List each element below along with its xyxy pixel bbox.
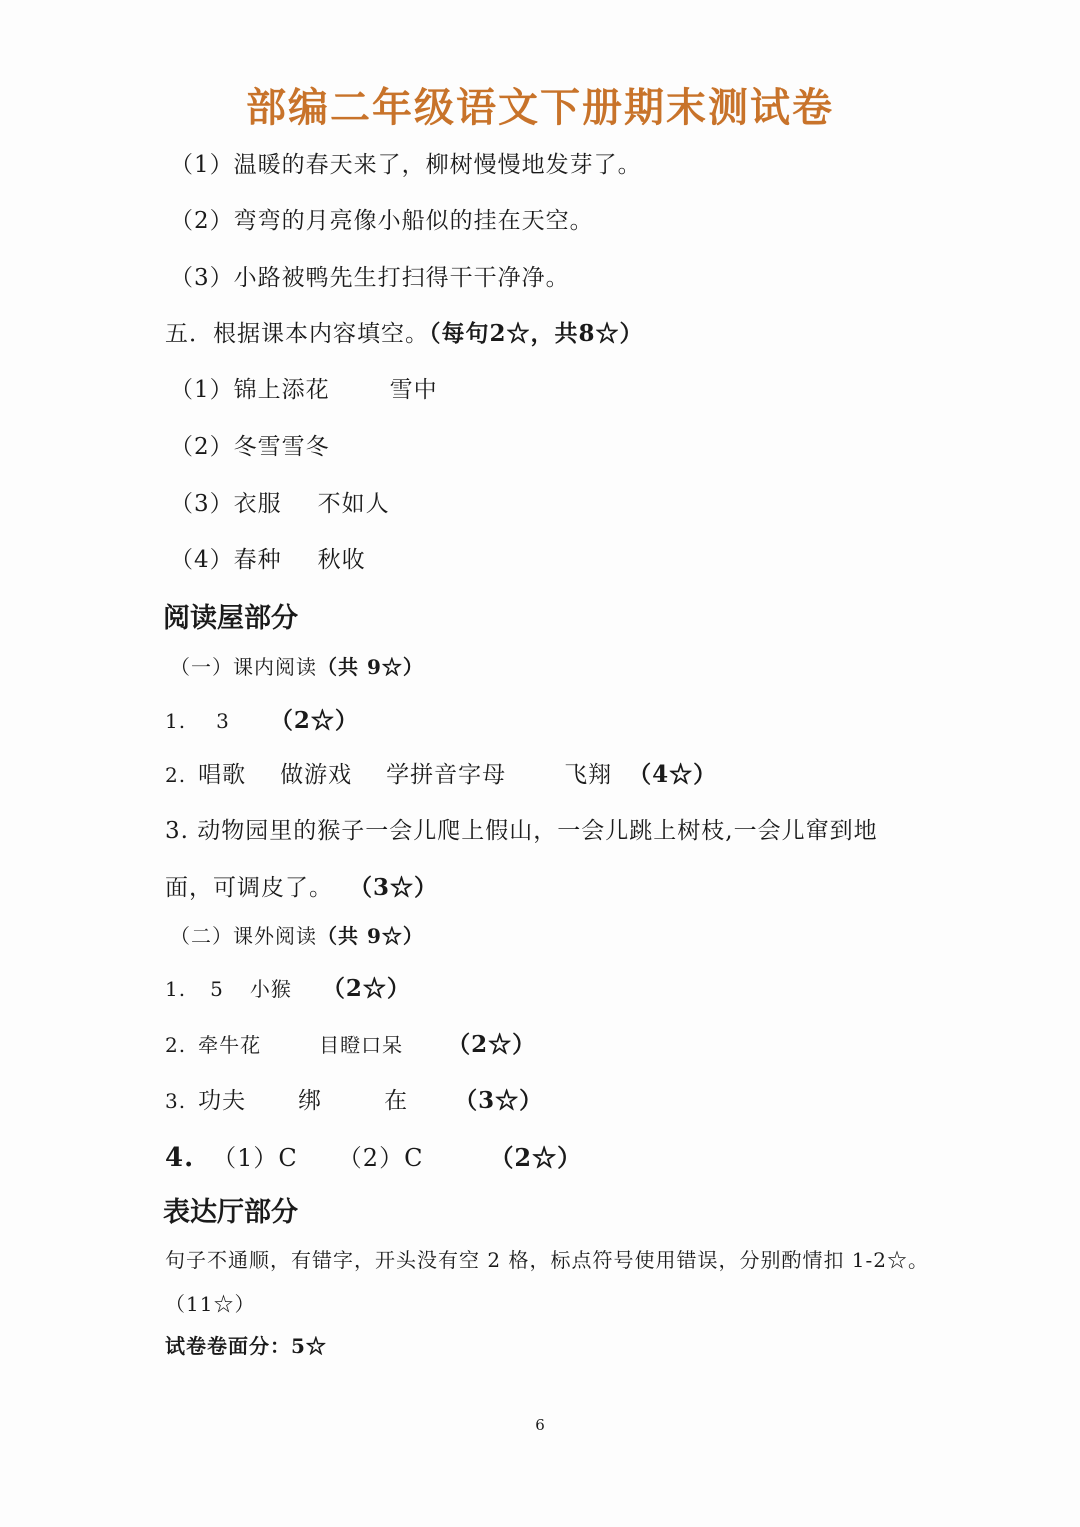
inclass-label: （一）课内阅读 [170, 655, 317, 679]
score: （2☆） [321, 975, 411, 1002]
answer-text: 牵牛花 [198, 1033, 262, 1057]
answer-text: （4）春种 [170, 547, 282, 573]
answer-text: 秋收 [317, 547, 366, 573]
answer-text: （3）衣服 [170, 491, 282, 517]
answer-line [165, 970, 411, 1003]
question-number: 1. [165, 709, 187, 733]
answer-line [165, 1026, 536, 1059]
outclass-score: （共 9☆） [317, 924, 424, 948]
outclass-label: （二）课外阅读 [170, 924, 317, 948]
answer-text: 目瞪口呆 [319, 1033, 404, 1057]
answer-line: （1）温暖的春天来了，柳树慢慢地发芽了。 [170, 152, 642, 178]
answer-line [165, 1138, 582, 1173]
answer-text: （1）C [212, 1144, 298, 1172]
reading-heading: 阅读屋部分 [163, 603, 298, 634]
answer-text: 学拼音字母 [386, 762, 507, 788]
score: （3☆） [349, 874, 439, 901]
outclass-reading-heading [170, 920, 424, 949]
answer-line: （2）冬雪雪冬 [170, 434, 330, 460]
score: （2☆） [489, 1143, 583, 1172]
answer-line [170, 541, 366, 574]
page-title: 部编二年级语文下册期末测试卷 [246, 85, 834, 131]
answer-line [170, 485, 390, 518]
score: （4☆） [628, 761, 718, 788]
inclass-score: （共 9☆） [317, 655, 424, 679]
answer-text: 不如人 [317, 491, 390, 517]
answer-line [165, 1082, 543, 1115]
answer-line [170, 371, 438, 404]
answer-line [165, 702, 359, 735]
answer-line: （3）小路被鸭先生打扫得干干净净。 [170, 265, 570, 291]
answer-text: 绑 [298, 1088, 323, 1114]
answer-text: 功夫 [198, 1088, 247, 1114]
section5-score: （每句2☆，共8☆） [429, 320, 644, 347]
answer-text: 在 [384, 1088, 409, 1114]
expression-score: （11☆） [165, 1292, 256, 1316]
answer-text: 唱歌 [198, 762, 247, 788]
answer-text: （2）C [337, 1144, 424, 1172]
answer-text: （1）锦上添花 [170, 377, 330, 403]
score: （2☆） [447, 1031, 537, 1058]
neatness-score: 试卷卷面分：5☆ [165, 1334, 327, 1358]
answer-text: 雪中 [389, 377, 438, 403]
expression-heading: 表达厅部分 [163, 1197, 298, 1228]
answer-line [165, 869, 438, 902]
inclass-reading-heading [170, 651, 424, 680]
section5-heading [165, 315, 644, 348]
score: （2☆） [269, 707, 359, 734]
section5-label: 五．根据课本内容填空。 [165, 321, 429, 347]
answer-text: 5 [210, 977, 224, 1001]
answer-line: （2）弯弯的月亮像小船似的挂在天空。 [170, 208, 594, 234]
question-number: 2. [165, 1033, 187, 1057]
page-number: 6 [535, 1416, 545, 1434]
answer-text: 飞翔 [564, 762, 613, 788]
answer-text: 做游戏 [280, 762, 353, 788]
answer-line [165, 756, 717, 789]
expression-rubric: 句子不通顺，有错字，开头没有空 2 格，标点符号使用错误，分别酌情扣 1-2☆。 [165, 1248, 930, 1272]
question-number: 2. [165, 763, 187, 787]
question-number: 1. [165, 977, 187, 1001]
question-number: 3. [165, 1089, 187, 1113]
question-number: 4. [165, 1143, 195, 1173]
answer-text: 小猴 [249, 977, 292, 1001]
answer-text: 面，可调皮了。 [165, 875, 333, 901]
answer-text: 3 [216, 709, 230, 733]
answer-line: 3. 动物园里的猴子一会儿爬上假山，一会儿跳上树枝,一会儿窜到地 [165, 818, 878, 844]
score: （3☆） [454, 1087, 544, 1114]
